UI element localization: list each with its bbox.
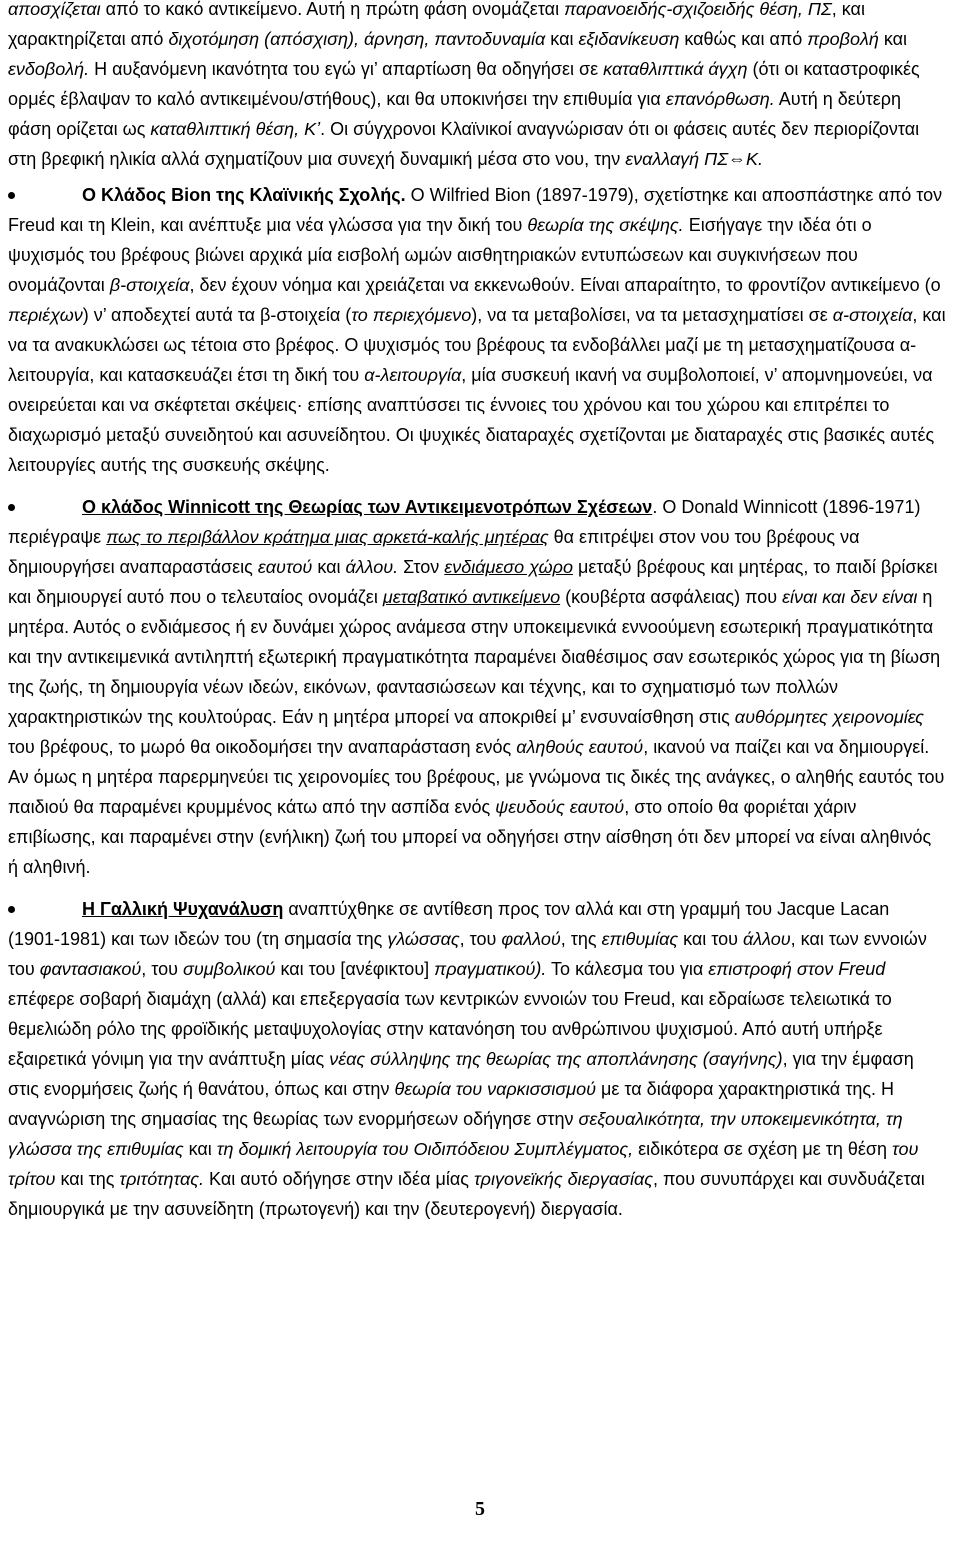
text-run: , του	[459, 929, 502, 949]
emphasized-term: άλλου	[743, 929, 791, 949]
emphasized-term: α-λειτουργία	[364, 365, 462, 385]
emphasized-term: φαντασιακού	[39, 959, 142, 979]
text-run: , και χαρακτηρίζεται από	[8, 0, 865, 49]
emphasized-term: συμβολικού	[183, 959, 276, 979]
emphasized-term: ενδιάμεσο χώρο	[444, 557, 573, 577]
text-run: μεταξύ βρέφους και μητέρας, το παιδί βρίσκει και δημιουργεί αυτό που ο τελευταίος ονομάζει	[8, 557, 938, 607]
text-run: του βρέφους, το μωρό θα οικοδομήσει την αναπαράσταση ενός	[8, 737, 517, 757]
emphasized-term: περιέχων	[8, 305, 83, 325]
bullet-icon	[8, 894, 82, 924]
text-run: Εισήγαγε την ιδέα ότι ο ψυχισμός του βρέφους βιώνει αρχικά μία εισβολή ωμών αισθητηριακών εντυπώσεων και συγκινήσεων που ονομάζονται	[8, 215, 872, 295]
emphasized-term: επανόρθωση.	[665, 89, 775, 109]
text-run: θα επιτρέψει στον νου του βρέφους να δημιουργήσει αναπαραστάσεις	[8, 527, 860, 577]
emphasized-term: παρανοειδής-σχιζοειδής θέση, ΠΣ	[564, 0, 832, 19]
text-run: O Wilfried Bion (1897-1979), σχετίστηκε και αποσπάστηκε από τον Freud και τη Klein, και ανέπτυξε μια νέα γλώσσα για την δική του	[8, 185, 943, 235]
emphasized-term: ενδοβολή.	[8, 59, 90, 79]
emphasized-term: ψευδούς εαυτού	[495, 797, 625, 817]
text-run: , και των εννοιών του	[8, 929, 927, 979]
text-run: Αυτή η δεύτερη φάση ορίζεται ως	[8, 89, 901, 139]
text-run: Η αυξανόμενη ικανότητα του εγώ γι’ απαρτίωση θα οδηγήσει σε	[89, 59, 604, 79]
emphasized-term: του τρίτου	[8, 1139, 919, 1189]
emphasized-term: πως το περιβάλλον κράτημα μιας αρκετά-καλής μητέρας	[106, 527, 549, 547]
section-heading: Ο Κλάδος Bion της Κλαϊνικής Σχολής.	[82, 185, 406, 205]
text-run: και του [ανέφικτου]	[275, 959, 435, 979]
text-run: αναπτύχθηκε σε αντίθεση προς τον αλλά και στη γραμμή του Jacque Lacan (1901-1981) και των ιδεών του (τη σημασία της	[8, 899, 890, 949]
page-number: 5	[475, 1498, 485, 1520]
emphasized-term: το περιεχόμενο	[351, 305, 472, 325]
text-run: και	[312, 557, 346, 577]
emphasized-term: προβολή	[807, 29, 879, 49]
emphasized-term: αληθούς εαυτού	[516, 737, 644, 757]
emphasized-term: άλλου.	[345, 557, 399, 577]
emphasized-term: νέας σύλληψης της θεωρίας της αποπλάνησης (σαγήνης)	[329, 1049, 783, 1069]
text-run: . Οι σύγχρονοι Κλαϊνικοί αναγνώρισαν ότι οι φάσεις αυτές δεν περιορίζονται στη βρεφική ηλικία αλλά σχηματίζουν μια συνεχή δυναμική μέσα στο νου, την	[8, 119, 920, 169]
section-heading: Η Γαλλική Ψυχανάλυση	[82, 899, 284, 919]
text-run: από το κακό αντικείμενο. Αυτή η πρώτη φάση ονομάζεται	[100, 0, 565, 19]
text-run: , για την έμφαση στις ενορμήσεις ζωής ή θανάτου, όπως και στην	[8, 1049, 914, 1099]
text-run: , μία συσκευή ικανή να συμβολοποιεί, ν’ απομνημονεύει, να ονειρεύεται και να σκέφτεται σκέψεις· επίσης αναπτύσσει τις έννοιες του χρόνου και του χώρου και επιτρέπει το διαχωρισμό μεταξύ συνειδητού και ασυνείδητου. Οι ψυχικές διαταραχές σχετίζονται με διαταραχές στις βασικές αυτές λειτουργίες αυτής της συσκευής σκέψης.	[8, 365, 935, 475]
emphasized-term: διχοτόμηση (απόσχιση), άρνηση, παντοδυναμία	[168, 29, 546, 49]
emphasized-term: θεωρία του ναρκισσισμού	[394, 1079, 597, 1099]
emphasized-term: εξιδανίκευση	[578, 29, 680, 49]
emphasized-term: τη δομική λειτουργία του Οιδιπόδειου Συμπλέγματος,	[216, 1139, 634, 1159]
text-run: ) ν’ αποδεχτεί αυτά τα β-στοιχεία (	[82, 305, 352, 325]
text-run: και του	[678, 929, 744, 949]
emphasized-term: εαυτού	[257, 557, 313, 577]
text-run: και της	[55, 1169, 120, 1189]
text-run: , δεν έχουν νόημα και χρειάζεται να εκκενωθούν. Είναι απαραίτητο, το φροντίζον αντικείμενο (ο	[189, 275, 941, 295]
text-run: και	[183, 1139, 217, 1159]
text-run: και	[878, 29, 908, 49]
section-french-psychoanalysis	[8, 894, 946, 1224]
emphasized-term: είναι και δεν είναι	[782, 587, 918, 607]
bullet-icon	[8, 492, 82, 522]
text-run: (ότι οι καταστροφικές ορμές έβλαψαν το καλό αντικειμένου/στήθους), και θα υποκινήσει την επιθυμία για	[8, 59, 920, 109]
emphasized-term: σεξουαλικότητα, την υποκειμενικότητα, τη γλώσσα της επιθυμίας	[8, 1109, 903, 1159]
text-run: , της	[560, 929, 602, 949]
text-run: , ικανού να παίζει και να δημιουργεί. Αν όμως η μητέρα παρερμηνεύει τις χειρονομίες του βρέφους, με γνώμονα τις δικές της ανάγκες, ο αληθής εαυτός του παιδιού θα παραμένει κρυμμένος κάτω από την ασπίδα ενός	[8, 737, 945, 817]
emphasized-term: β-στοιχεία	[109, 275, 190, 295]
text-run: . Ο Donald Winnicott (1896-1971) περιέγραψε	[8, 497, 921, 547]
emphasized-term: πραγματικού).	[434, 959, 547, 979]
text-run: ), να τα μεταβολίσει, να τα μετασχηματίσει σε	[471, 305, 833, 325]
emphasized-term: καταθλιπτική θέση, Κ’	[150, 119, 321, 139]
text-run: , και να τα ανακυκλώσει ως τέτοια στο βρέφος. Ο ψυχισμός του βρέφους τα ενδοβάλλει μαζί με τη μετασχηματίζουσα α-λειτουργία, και κατασκευάζει έτσι τη δική του	[8, 305, 946, 385]
emphasized-term: εναλλαγή ΠΣ⇔Κ.	[625, 149, 764, 169]
text-run: Το κάλεσμα του για	[546, 959, 709, 979]
text-run: (κουβέρτα ασφάλειας) που	[560, 587, 783, 607]
text-run: η μητέρα. Αυτός ο ενδιάμεσος ή εν δυνάμει χώρος ανάμεσα στην υποκειμενικά εννοούμενη εσωτερική πραγματικότητα και την αντικειμενικά αντιληπτή εξωτερική πραγματικότητα παραμένει διαθέσιμος σαν εσωτερικός χώρος για τη βίωση της ζωής, τη δημιουργία νέων ιδεών, εικόνων, φαντασιώσεων και τέχνης, και το σχηματισμό των πολλών χαρακτηριστικών της κουλτούρας. Εάν η μητέρα μπορεί να αποκριθεί μ’ ενσυναίσθηση στις	[8, 587, 941, 727]
text-run: καθώς και από	[679, 29, 808, 49]
emphasized-term: φαλλού	[501, 929, 561, 949]
text-run: επέφερε σοβαρή διαμάχη (αλλά) και επεξεργασία των κεντρικών εννοιών του Freud, και εδραίωσε τελειωτικά το θεμελιώδη ρόλο της φροϊδικής μεταψυχολογίας στην κατανόηση του ανθρώπινου ψυχισμού. Από αυτή υπήρξε εξαιρετικά γόνιμη για την ανάπτυξη μίας	[8, 989, 892, 1069]
text-run: , στο οποίο θα φοριέται χάριν επιβίωσης, και παραμένει στην (ενήλικη) ζωή του μπορεί να οδηγήσει στην αίσθηση ότι δεν μπορεί να είναι αληθινός ή αληθινή.	[8, 797, 932, 877]
emphasized-term: μεταβατικό αντικείμενο	[382, 587, 561, 607]
emphasized-term: γλώσσας	[387, 929, 460, 949]
emphasized-term: θεωρία της σκέψης.	[527, 215, 684, 235]
emphasized-term: τριτότητας.	[119, 1169, 205, 1189]
section-bion	[8, 180, 946, 480]
bullet-icon	[8, 180, 82, 210]
emphasized-term: επιθυμίας	[601, 929, 679, 949]
section-winnicott	[8, 492, 946, 882]
emphasized-term: αποσχίζεται	[8, 0, 101, 19]
document-page	[8, 0, 946, 1236]
section-heading: Ο κλάδος Winnicott της Θεωρίας των Αντικειμενοτρόπων Σχέσεων	[82, 497, 653, 517]
text-run: , που συνυπάρχει και συνδυάζεται δημιουργικά με την ασυνείδητη (πρωτογενή) και την (δευτερογενή) διεργασία.	[8, 1169, 925, 1219]
emphasized-term: επιστροφή στον Freud	[708, 959, 886, 979]
emphasized-term: αυθόρμητες χειρονομίες	[734, 707, 924, 727]
text-run: με τα διάφορα χαρακτηριστικά της. Η αναγνώριση της σημασίας της θεωρίας των ενορμήσεων οδήγησε στην	[8, 1079, 895, 1129]
text-run: Στον	[398, 557, 445, 577]
text-run: Και αυτό οδήγησε στην ιδέα μίας	[204, 1169, 474, 1189]
text-run: και	[545, 29, 579, 49]
emphasized-term: τριγονεϊκής διεργασίας	[473, 1169, 654, 1189]
continuation-paragraph	[8, 0, 946, 174]
text-run: ειδικότερα σε σχέση με τη θέση	[633, 1139, 893, 1159]
emphasized-term: α-στοιχεία	[832, 305, 913, 325]
emphasized-term: καταθλιπτικά άγχη	[603, 59, 748, 79]
text-run: , του	[141, 959, 183, 979]
